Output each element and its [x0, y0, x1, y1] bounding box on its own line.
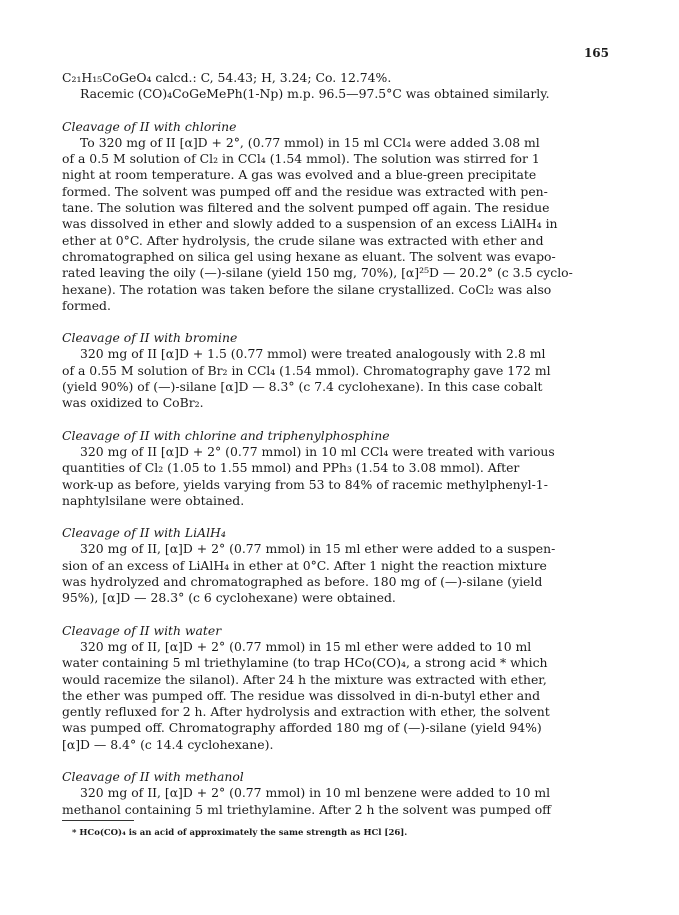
- paragraph-line: work-up as before, yields varying from 53 to 84% of racemic methylphenyl-1-: [62, 476, 548, 492]
- section-heading: Cleavage of II with chlorine: [62, 118, 237, 134]
- paragraph-line: chromatographed on silica gel using hexane as eluant. The solvent was evapo-: [62, 248, 556, 264]
- paragraph-line: quantities of Cl₂ (1.05 to 1.55 mmol) and PPh₃ (1.54 to 3.08 mmol). After: [62, 460, 520, 476]
- racemic-line: Racemic (CO)₄CoGeMePh(1-Np) m.p. 96.5—97.5°C was obtained similarly.: [80, 86, 550, 102]
- paragraph-line: [α]D — 8.4° (c 14.4 cyclohexane).: [62, 736, 274, 752]
- section-heading: Cleavage of II with water: [62, 622, 222, 638]
- paragraph-line: tane. The solution was filtered and the solvent pumped off again. The residue: [62, 200, 550, 216]
- section-heading: Cleavage of II with LiAlH₄: [62, 525, 226, 541]
- paragraph-line: was pumped off. Chromatography afforded 180 mg of (—)-silane (yield 94%): [62, 720, 542, 736]
- paragraph-line: gently refluxed for 2 h. After hydrolysis and extraction with ether, the solvent: [62, 704, 550, 720]
- paragraph-line: would racemize the silanol). After 24 h the mixture was extracted with ether,: [62, 671, 547, 687]
- footnote-divider: [62, 820, 134, 821]
- paragraph-line: (yield 90%) of (—)-silane [α]D — 8.3° (c 7.4 cyclohexane). In this case cobalt: [62, 379, 543, 395]
- paragraph-line: naphtylsilane were obtained.: [62, 492, 245, 508]
- section-heading: Cleavage of II with bromine: [62, 330, 238, 346]
- paragraph-line: night at room temperature. A gas was evolved and a blue-green precipitate: [62, 167, 537, 183]
- paragraph-line: of a 0.55 M solution of Br₂ in CCl₄ (1.54 mmol). Chromatography gave 172 ml: [62, 362, 551, 378]
- section-heading: Cleavage of II with chlorine and triphenylphosphine: [62, 427, 390, 443]
- paragraph-line: 95%), [α]D — 28.3° (c 6 cyclohexane) were obtained.: [62, 590, 396, 606]
- paragraph-line: ether at 0°C. After hydrolysis, the crude silane was extracted with ether and: [62, 232, 544, 248]
- analysis-line: C₂₁H₁₅CoGeO₄ calcd.: C, 54.43; H, 3.24; Co. 12.74%.: [62, 70, 392, 85]
- paragraph-line: hexane). The rotation was taken before the silane crystallized. CoCl₂ was also: [62, 281, 552, 297]
- paragraph-line: methanol containing 5 ml triethylamine. After 2 h the solvent was pumped off: [62, 801, 551, 817]
- paragraph-line: 320 mg of II [α]D + 1.5 (0.77 mmol) were treated analogously with 2.8 ml: [80, 346, 546, 362]
- paragraph-line: of a 0.5 M solution of Cl₂ in CCl₄ (1.54 mmol). The solution was stirred for 1: [62, 151, 540, 167]
- paragraph-line: rated leaving the oily (—)-silane (yield 150 mg, 70%), [α]²⁵D — 20.2° (c 3.5 cyclo-: [62, 265, 573, 281]
- section-heading: Cleavage of II with methanol: [62, 768, 244, 784]
- paragraph-line: water containing 5 ml triethylamine (to trap HCo(CO)₄, a strong acid * which: [62, 655, 548, 671]
- paragraph-line: 320 mg of II, [α]D + 2° (0.77 mmol) in 10 ml benzene were added to 10 ml: [80, 785, 551, 801]
- page-body: [62, 70, 622, 818]
- footnote: * HCo(CO)₄ is an acid of approximately the same strength as HCl [26].: [72, 828, 408, 838]
- paragraph-line: was dissolved in ether and slowly added to a suspension of an excess LiAlH₄ in: [62, 216, 558, 232]
- paragraph-line: formed.: [62, 297, 111, 313]
- paragraph-line: 320 mg of II, [α]D + 2° (0.77 mmol) in 15 ml ether were added to 10 ml: [80, 638, 532, 654]
- paragraph-line: To 320 mg of II [α]D + 2°, (0.77 mmol) in 15 ml CCl₄ were added 3.08 ml: [80, 134, 540, 150]
- paragraph-line: the ether was pumped off. The residue was dissolved in di-n-butyl ether and: [62, 687, 541, 703]
- paragraph-line: sion of an excess of LiAlH₄ in ether at 0°C. After 1 night the reaction mixture: [62, 557, 547, 573]
- paragraph-line: 320 mg of II, [α]D + 2° (0.77 mmol) in 15 ml ether were added to a suspen-: [80, 541, 556, 557]
- page-number: 165: [583, 46, 609, 60]
- paragraph-line: was oxidized to CoBr₂.: [62, 395, 204, 411]
- paragraph-line: was hydrolyzed and chromatographed as before. 180 mg of (—)-silane (yield: [62, 574, 543, 590]
- paragraph-line: 320 mg of II [α]D + 2° (0.77 mmol) in 10 ml CCl₄ were treated with various: [80, 443, 555, 459]
- paragraph-line: formed. The solvent was pumped off and the residue was extracted with pen-: [62, 183, 548, 199]
